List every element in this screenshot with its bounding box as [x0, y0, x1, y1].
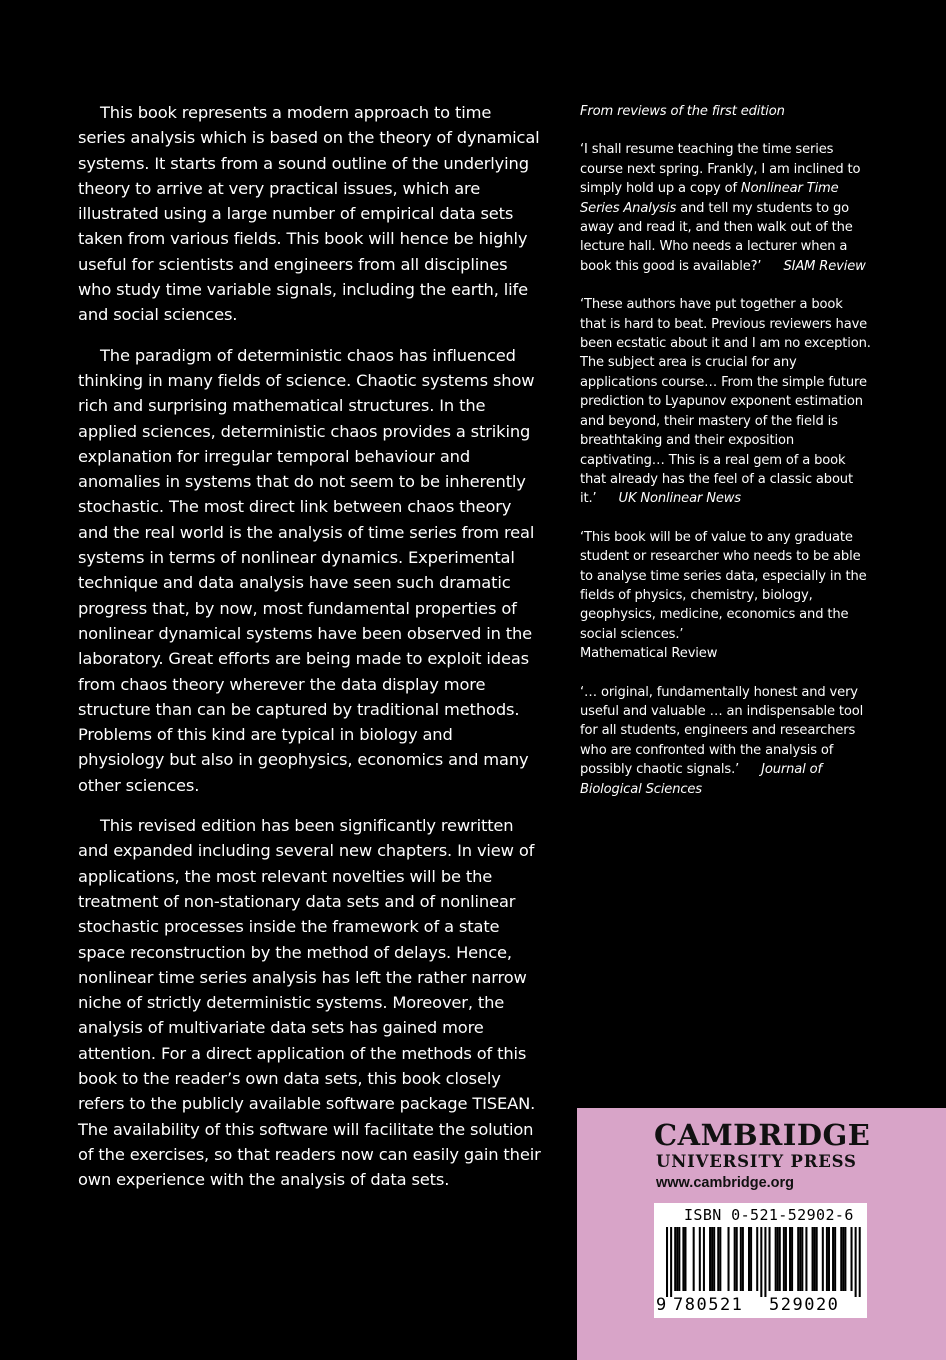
review-source: Journal of Biological Sciences — [580, 762, 822, 797]
review-text: ‘I shall resume teaching the time series course next spring. Frankly, I am inclined to simply hold up a copy of — [580, 142, 861, 197]
barcode-bar — [713, 1227, 715, 1291]
barcode-bar — [740, 1227, 742, 1291]
barcode-guard-bar — [760, 1227, 762, 1297]
barcode-bar — [777, 1227, 779, 1291]
barcode-bar — [828, 1227, 830, 1291]
barcode-bar — [779, 1227, 781, 1291]
barcode-bar — [699, 1227, 701, 1291]
ean-group-left: 780521 — [673, 1295, 744, 1315]
barcode-bar — [805, 1227, 807, 1291]
barcode-bar — [851, 1227, 853, 1291]
barcode-bar — [703, 1227, 705, 1291]
barcode-bar — [789, 1227, 791, 1291]
barcode-bar — [709, 1227, 711, 1291]
review-siam — [580, 140, 872, 276]
barcode-bar — [736, 1227, 738, 1291]
barcode-panel — [654, 1203, 867, 1318]
review-uk-nonlinear-news — [580, 295, 872, 508]
review-source: UK Nonlinear News — [618, 491, 741, 507]
barcode-bar — [812, 1227, 814, 1291]
barcode-bar — [769, 1227, 771, 1291]
publisher-subname: UNIVERSITY PRESS — [656, 1152, 857, 1171]
review-text: ‘This book will be of value to any graduate student or researcher who needs to be able to analyse time series data, especially in the fields of physics, chemistry, biology, geophysics, medicine, economics and the social sciences.’ — [580, 529, 867, 642]
barcode-bar — [748, 1227, 750, 1291]
barcode-bar — [684, 1227, 686, 1291]
barcode-bar — [756, 1227, 758, 1291]
review-source: Mathematical Review — [580, 646, 718, 662]
barcode-bar — [742, 1227, 744, 1291]
barcode-bar — [728, 1227, 730, 1291]
barcode-bar — [693, 1227, 695, 1291]
publisher-box — [577, 1108, 946, 1360]
review-text: and tell my students to go away and read it, and then walk out of the lecture hall. Who needs a lecturer when a book this good is available?’ — [580, 200, 853, 274]
publisher-logo: CAMBRIDGE — [654, 1118, 871, 1152]
ean-first-digit: 9 — [656, 1295, 667, 1315]
barcode-bar — [717, 1227, 719, 1291]
description-paragraph-1: This book represents a modern approach to time series analysis which is based on the theory of dynamical systems. It starts from a sound outline of the underlying theory to arrive at very practical issues, which are illustrated using a large number of empirical data sets taken from various fields. This book will hence be highly useful for scientists and engineers from all disciplines who study time variable signals, including the earth, life and social sciences. — [78, 103, 540, 325]
barcode-bar — [775, 1227, 777, 1291]
review-journal-biological-sciences — [580, 683, 872, 799]
barcode-guard-bar — [764, 1227, 766, 1297]
barcode-bar — [674, 1227, 676, 1291]
review-mathematical-review — [580, 528, 872, 664]
barcode-bar — [834, 1227, 836, 1291]
barcode-bar — [734, 1227, 736, 1291]
barcode-bar — [844, 1227, 846, 1291]
publisher-url: www.cambridge.org — [656, 1175, 795, 1191]
barcode-bar — [719, 1227, 721, 1291]
review-text: ‘… original, fundamentally honest and very useful and valuable … an indispensable tool for all students, engineers and researchers who are confronted with the analysis of possibly chaotic signals.’ — [580, 684, 864, 778]
barcode-bar — [750, 1227, 752, 1291]
book-title: Nonlinear Time Series Analysis — [580, 181, 839, 216]
reviews-heading: From reviews of the first edition — [580, 104, 785, 119]
barcode-bar — [676, 1227, 678, 1291]
barcode-bar — [682, 1227, 684, 1291]
barcode-bar — [842, 1227, 844, 1291]
barcode-bar — [832, 1227, 834, 1291]
barcode-bar — [711, 1227, 713, 1291]
review-text: ‘These authors have put together a book that is hard to beat. Previous reviewers have been ecstatic about it and I am no exception. The subject area is crucial for any applications course… From the simple future prediction to Lyapunov exponent estimation and beyond, their mastery of the field is breathtaking and their exposition captivating… This is a real gem of a book that already has the feel of a classic about it.’ — [580, 297, 871, 507]
barcode-bar — [678, 1227, 680, 1291]
barcode-guard-bar — [855, 1227, 857, 1297]
barcode-bar — [822, 1227, 824, 1291]
book-description — [78, 100, 543, 1207]
barcode-bar — [785, 1227, 787, 1291]
barcode-bar — [801, 1227, 803, 1291]
barcode-bar — [799, 1227, 801, 1291]
description-paragraph-3: This revised edition has been significantly rewritten and expanded including several new chapters. In view of applications, the most relevant novelties will be the treatment of non-stationary data sets and of nonlinear stochastic processes inside the framework of a state space reconstruction by the method of delays. Hence, nonlinear time series analysis has left the rather narrow niche of strictly deterministic systems. Moreover, the analysis of multivariate data sets has gained more attention. For a direct application of the methods of this book to the reader’s own data sets, this book closely refers to the publicly available software package TISEAN. The availability of this software will facilitate the solution of the exercises, so that readers now can easily gain their own experience with the analysis of data sets. — [78, 816, 541, 1190]
barcode — [654, 1227, 867, 1297]
barcode-bar — [814, 1227, 816, 1291]
description-paragraph-2: The paradigm of deterministic chaos has influenced thinking in many fields of science. Chaotic systems show rich and surprising mathematical structures. In the applied sciences, deterministic chaos provides a striking explanation for irregular temporal behaviour and anomalies in systems that do not seem to be inherently stochastic. The most direct link between chaos theory and the real world is the analysis of time series from real systems in terms of nonlinear dynamics. Experimental technique and data analysis have seen such dramatic progress that, by now, most fundamental properties of nonlinear dynamical systems have been observed in the laboratory. Great efforts are being made to exploit ideas from chaos theory wherever the data display more structure than can be captured by traditional methods. Problems of this kind are typical in biology and physiology but also in geophysics, economics and many other sciences. — [78, 345, 535, 795]
barcode-bar — [797, 1227, 799, 1291]
barcode-bar — [816, 1227, 818, 1291]
barcode-bar — [791, 1227, 793, 1291]
barcode-guard-bar — [666, 1227, 668, 1297]
barcode-bar — [826, 1227, 828, 1291]
barcode-guard-bar — [859, 1227, 861, 1297]
reviews-column — [580, 102, 872, 818]
barcode-bar — [840, 1227, 842, 1291]
isbn-label: ISBN 0-521-52902-6 — [684, 1206, 854, 1224]
review-source: SIAM Review — [783, 258, 866, 274]
barcode-guard-bar — [670, 1227, 672, 1297]
barcode-bar — [783, 1227, 785, 1291]
ean-group-right: 529020 — [769, 1295, 840, 1315]
